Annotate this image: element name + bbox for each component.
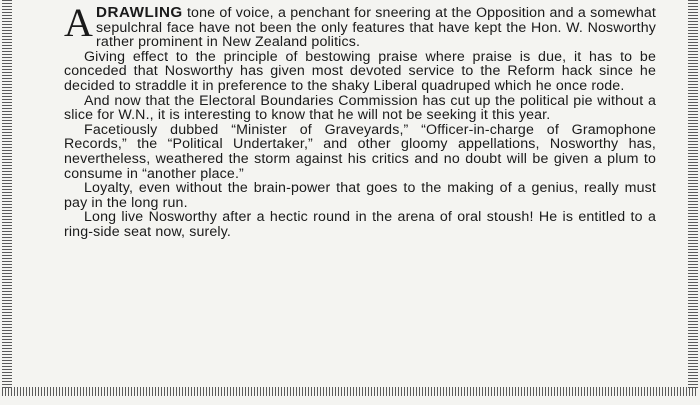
right-border-rule (688, 0, 698, 390)
lead-word: DRAWLING (96, 4, 183, 21)
bottom-border-rule (2, 387, 698, 396)
paragraph-1 (64, 0, 656, 51)
paragraph-3: And now that the Electoral Boundaries Commission has cut up the political pie without a slice for W.N., it is interesting to know that he will not be seeking it this year. (64, 92, 656, 124)
drop-cap: A (64, 0, 94, 45)
left-border-rule (2, 0, 12, 390)
paragraph-1-text: tone of voice, a penchant for sneering at the Opposition and a somewhat sepulchral face have not been the only features that have kept the Hon. W. Nosworthy rather prominent in New Zealand politics. (96, 5, 656, 51)
article-body (64, 0, 656, 240)
paragraph-4: Facetiously dubbed “Minister of Graveyards,” “Officer-in-charge of Gramophone Records,” the “Political Undertaker,” and other gloomy appellations, Nosworthy has, nevertheless, weathered the storm against his critics and no doubt will be given a plum to consume in “another place.” (64, 121, 656, 182)
paragraph-5: Loyalty, even without the brain-power that goes to the making of a genius, really must pay in the long run. (64, 180, 656, 211)
paragraph-2: Giving effect to the principle of bestowing praise where praise is due, it has to be conceded that Nosworthy has given most devoted service to the Reform hack since he decided to straddle it in preference to the shaky Liberal quadruped which he once rode. (64, 48, 656, 94)
paragraph-6: Long live Nosworthy after a hectic round in the arena of oral stoush! He is entitled to a ring-side seat now, surely. (64, 209, 656, 240)
